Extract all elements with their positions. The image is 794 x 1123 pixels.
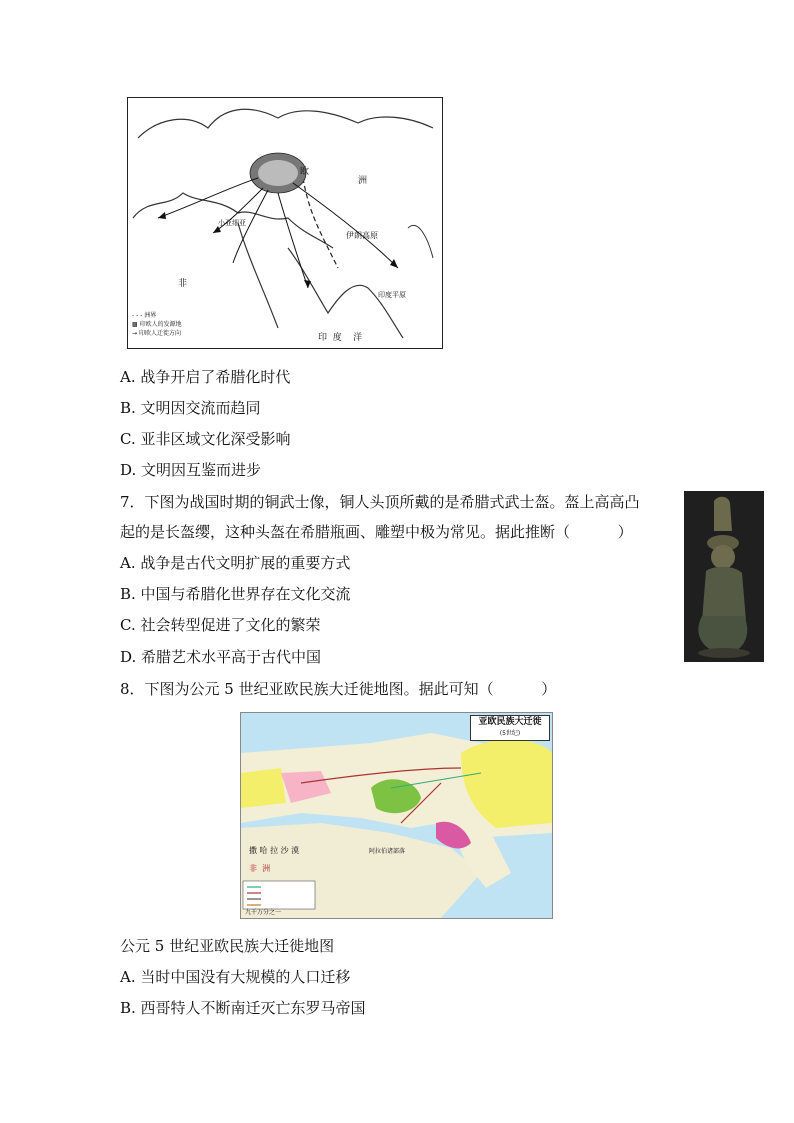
q7-stem-line2: 起的是长盔缨，这种头盔在希腊瓶画、雕塑中极为常见。据此推断（ ） [120, 523, 633, 541]
legend-direction: → 印欧人迁徙方向 [132, 330, 181, 337]
q7-stem-line1: 7．下图为战国时期的铜武士像，铜人头顶所戴的是希腊式武士盔。盔上高高凸 [120, 493, 640, 511]
map2-drawing [241, 713, 552, 918]
legend-origin: ▩ 印欧人的发源地 [132, 321, 182, 328]
map1-label-ocean: 印 度 洋 [318, 333, 363, 343]
q8-map-caption: 公元 5 世纪亚欧民族大迁徙地图 [120, 937, 335, 955]
map1-label-india: 印度平原 [378, 291, 406, 299]
legend-border: - - - 洲界 [132, 312, 157, 319]
q6-option-c: C. 亚非区域文化深受影响 [120, 430, 291, 448]
eurasian-migration-map [240, 712, 553, 919]
indo-european-migration-map [127, 97, 443, 349]
statue-drawing [684, 491, 764, 662]
map2-title-box [470, 715, 550, 741]
q6-option-b: B. 文明因交流而趋同 [120, 399, 261, 417]
map2-subtitle: (5世纪) [499, 730, 521, 737]
map2-title: 亚欧民族大迁徙 [478, 717, 542, 727]
q7-option-a: A. 战争是古代文明扩展的重要方式 [120, 554, 351, 572]
q6-option-a: A. 战争开启了希腊化时代 [120, 368, 291, 386]
map1-label-europe: 欧 [300, 167, 310, 177]
q8-stem: 8．下图为公元 5 世纪亚欧民族大迁徙地图。据此可知（ ） [120, 680, 557, 698]
q6-option-d: D. 文明因互鉴而进步 [120, 461, 262, 479]
map2-label-sahara: 撒 哈 拉 沙 漠 [249, 846, 300, 855]
map1-label-asia: 洲 [358, 176, 368, 186]
q8-option-b: B. 西哥特人不断南迁灭亡东罗马帝国 [120, 999, 366, 1017]
map1-label-africa: 非 [178, 279, 188, 289]
map1-label-asia-minor: 小亚细亚 [218, 219, 246, 227]
bronze-warrior-photo [684, 491, 764, 662]
map2-scale: 九千万分之一 [245, 909, 282, 916]
map2-label-arabia: 阿拉伯诸部落 [369, 848, 406, 855]
q8-option-a: A. 当时中国没有大规模的人口迁移 [120, 968, 351, 986]
q7-option-c: C. 社会转型促进了文化的繁荣 [120, 616, 321, 634]
map2-label-africa: 非 洲 [249, 864, 271, 873]
q7-option-d: D. 希腊艺术水平高于古代中国 [120, 648, 322, 666]
map1-label-iran: 伊朗高原 [346, 231, 378, 240]
q7-option-b: B. 中国与希腊化世界存在文化交流 [120, 585, 351, 603]
map1-legend [132, 310, 182, 337]
